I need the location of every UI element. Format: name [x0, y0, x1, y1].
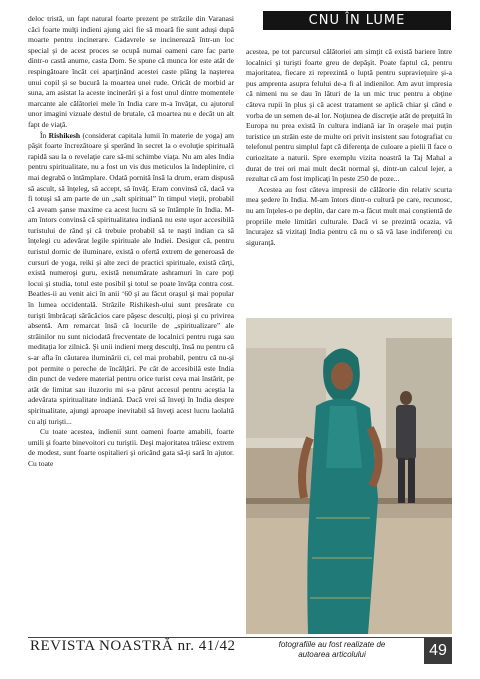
article-column-left	[28, 14, 234, 470]
article-column-right	[246, 47, 452, 248]
paragraph-indians: Cu toate acestea, indienii sunt oameni foarte amabili, foarte umili şi foarte binevoitori cu turiştii. Deşi majoritatea trăiesc extrem de modest, sunt foarte ospitalieri şi oricând gata să-ţi sară în ajutor. Cu toate	[28, 427, 234, 468]
paragraph-varanasi: deloc tristă, un fapt natural foarte prezent pe străzile din Varanasi căci foarte mulţi indieni ajung aici fie să moară fie sunt aduşi după moarte pentru incinerare. Cadavrele se incinerează într-un loc special şi de acest proces se ocupă numai oameni care fac parte dintr-o castă anume, casta Dom. Se spune că munca lor este atât de respingătoare încât cei aparţinând acestei caste plâng la naşterea unui copil şi se bucură la moartea unei rude. Oricât de morbid ar suna, am asistat la aceste incinerări şi a fost unul dintre momentele marcante ale călătoriei mele în India care m-a învăţat, cu ajutorul unor imagini vizuale destul de brutale, că moartea nu e decât un alt fapt de viaţă.	[28, 14, 234, 129]
photo-woman-in-sari	[246, 318, 452, 634]
section-title: CNU ÎN LUME	[263, 11, 451, 30]
photo-illustration	[246, 318, 452, 634]
paragraph-barriers: acestea, pe tot parcursul călătoriei am simţit că există bariere între localnici şi turişti foarte greu de depăşit. Poate faptul că, pentru majoritatea, fiecare zi reprezintă o luptă pentru supravieţuire şi-a pus amprenta asupra felului de-a fi al indienilor. Am avut impresia că nimeni nu se dau în lături de la un mic truc pentru a obţine câteva rupii în plus şi că acest tratament se aplică chiar şi când e vorba de un semen de-al lor. Noţiunea de discreţie atât de preţuită în Europa nu prea există în cultura indiană iar în oraşele mai puţin turistice un străin este de multe ori privit insistent sau fotografiat cu telefonul pentru simplul fapt că diferenţa de culoare a pielii îl face o curiozitate a naturii. Spre exemplu vizita noastră la Taj Mahal a durat de trei ori mai mult decât normal şi, dintr-un calcul lejer, a rezultat că am fost implicaţi în peste 250 de poze...	[246, 47, 452, 184]
magazine-title: REVISTA NOASTRĂ nr. 41/42	[30, 638, 236, 654]
paragraph-rishikesh: În Rishikesh (considerat capitala lumii în materie de yoga) am păşit foarte încrezătoare şi sperând în secret la o evoluţie spirituală rapidă sau la o revelaţie care să-mi schimbe viaţa. Nu am ales India pentru spiritualitate, nu a fost un vis dus meticulos la îndeplinire, ci mai degrabă o întâmplare. Odată pornită însă la drum, eram dispusă să ascult, să înţeleg, să accept, să învăţ. Eram convinsă că, dacă va fi totuşi să am parte de un „salt spiritual” în timpul vieţii, probabil că aveam şanse maxime ca acest lucru să se întâmple în India. M-am întors convinsă că spiritualitatea indiană nu este uşor accesibilă turistului de rând şi că trebuie probabil să te naşti indian ca să înţelegi cu adevărat legile spirituale ale Indiei. Desigur că, pentru turistul dornic de iluminare, există o ofertă extrem de generoasă de cursuri de yoga, reiki şi alte zeci de practici spirituale, există cărţi, există numeroşi guru, există nenumărate ashramuri în care poţi locui şi studia, totul este posibil şi totul se poate învăţa contra cost. Beatles-ii au venit aici în anii ‘60 şi au făcut oraşul şi mai popular în lumea occidentală. Străzile Rishikesh-ului sunt presărate cu turişti îmbrăcaţi sărăcăcios care păşesc desculţi, pioşi şi cu privirea absentă. Am remarcat însă că locurile de „spiritualizare” ale străinilor nu sunt niciodată frecventate de localnici pentru ruga sau meditaţia lor zilnică. Şi unii indieni merg desculţi, însă nu pentru că s-ar afla în căutarea iluminării ci, cel mai probabil, pentru că nu-şi pot permite o pereche de încălţări. Pe cât de accesibilă este India din punct de vedere material pentru orice turist ceva mai înstărit, pe atât de limitat sau iluzoriu mi s-a părut accesul pentru aceştia la adevărata spiritualitate indiană. Dacă vrei să înveţi în India despre spiritualitate, ajungi aproape inevitabil să înveţi acest lucru laolaltă cu alţi turişti...	[28, 130, 234, 426]
paragraph-conclusion: Acestea au fost câteva impresii de călătorie din relativ scurta mea şedere în India. M-am întors dintr-o cultură pe care, recunosc, nu am înţeles-o pe deplin, dar care m-a făcut mult mai conştientă de propriile mele limitări culturale. Dacă vi se prezintă ocazia, vă încurajez să vizitaţi India pentru că nu o să vă lase indiferenţi cu siguranţă.	[246, 184, 452, 247]
photo-credit-caption: fotografiile au fost realizate de autoarea articolului	[278, 640, 386, 659]
place-name-rishikesh: Rishikesh	[48, 130, 81, 140]
page-number: 49	[424, 638, 452, 664]
